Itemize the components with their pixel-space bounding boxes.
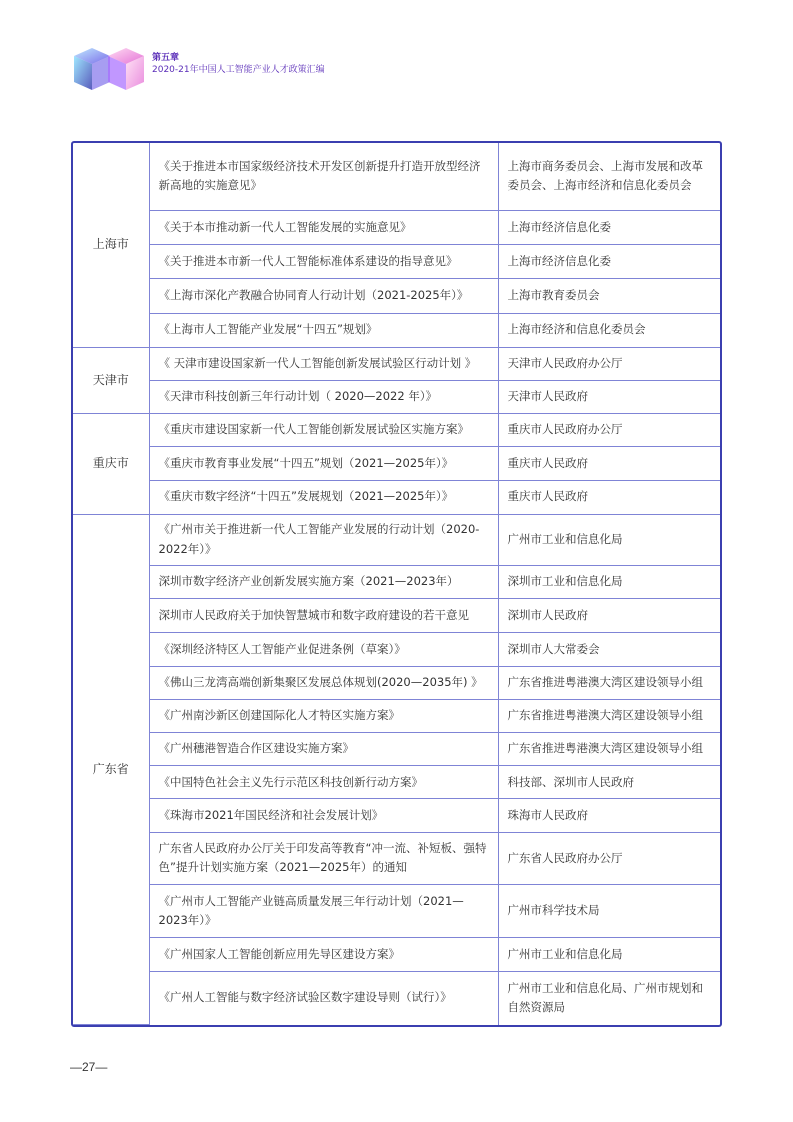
table-row bbox=[73, 699, 720, 732]
policy-table bbox=[73, 143, 720, 1025]
agency-cell: 深圳市人大常委会 bbox=[498, 633, 720, 666]
table-row bbox=[73, 938, 720, 971]
policy-cell: 《重庆市数字经济“十四五”发展规划（2021—2025年）》 bbox=[149, 480, 498, 514]
agency-cell: 珠海市人民政府 bbox=[498, 799, 720, 832]
policy-cell: 《重庆市建设国家新一代人工智能创新发展试验区实施方案》 bbox=[149, 414, 498, 447]
policy-cell: 《佛山三龙湾高端创新集聚区发展总体规划(2020—2035年) 》 bbox=[149, 666, 498, 699]
agency-cell: 科技部、深圳市人民政府 bbox=[498, 766, 720, 799]
policy-cell: 《深圳经济特区人工智能产业促进条例（草案）》 bbox=[149, 633, 498, 666]
table-row bbox=[73, 245, 720, 279]
table-row bbox=[73, 447, 720, 480]
page-number: —27— bbox=[70, 1060, 108, 1074]
agency-cell: 广东省人民政府办公厅 bbox=[498, 832, 720, 884]
agency-cell: 深圳市工业和信息化局 bbox=[498, 566, 720, 599]
agency-cell: 上海市经济信息化委 bbox=[498, 245, 720, 279]
policy-cell: 《重庆市教育事业发展“十四五”规划（2021—2025年）》 bbox=[149, 447, 498, 480]
agency-cell: 广州市工业和信息化局、广州市规划和自然资源局 bbox=[498, 971, 720, 1024]
table-row bbox=[73, 313, 720, 347]
region-cell: 广东省 bbox=[73, 514, 149, 1024]
agency-cell: 广州市工业和信息化局 bbox=[498, 514, 720, 565]
table-row bbox=[73, 766, 720, 799]
cube-logo-icon bbox=[72, 46, 148, 94]
chapter-title: 第五章 bbox=[152, 53, 180, 63]
policy-cell: 《 天津市建设国家新一代人工智能创新发展试验区行动计划 》 bbox=[149, 347, 498, 380]
policy-cell: 深圳市人民政府关于加快智慧城市和数字政府建设的若干意见 bbox=[149, 599, 498, 633]
table-row bbox=[73, 143, 720, 210]
agency-cell: 上海市经济和信息化委员会 bbox=[498, 313, 720, 347]
table-row bbox=[73, 971, 720, 1024]
book-subtitle: 2020-21年中国人工智能产业人才政策汇编 bbox=[152, 65, 325, 75]
policy-cell: 《关于推进本市新一代人工智能标准体系建设的指导意见》 bbox=[149, 245, 498, 279]
policy-cell: 《广州人工智能与数字经济试验区数字建设导则（试行）》 bbox=[149, 971, 498, 1024]
table-row bbox=[73, 210, 720, 244]
agency-cell: 广州市科学技术局 bbox=[498, 884, 720, 937]
table-row bbox=[73, 633, 720, 666]
agency-cell: 重庆市人民政府 bbox=[498, 480, 720, 514]
policy-cell: 深圳市数字经济产业创新发展实施方案（2021—2023年） bbox=[149, 566, 498, 599]
policy-cell: 《珠海市2021年国民经济和社会发展计划》 bbox=[149, 799, 498, 832]
agency-cell: 上海市教育委员会 bbox=[498, 279, 720, 313]
table-row bbox=[73, 380, 720, 413]
agency-cell: 广东省推进粤港澳大湾区建设领导小组 bbox=[498, 733, 720, 766]
policy-cell: 《广州市人工智能产业链高质量发展三年行动计划（2021—2023年）》 bbox=[149, 884, 498, 937]
table-row bbox=[73, 566, 720, 599]
table-row bbox=[73, 884, 720, 937]
agency-cell: 广州市工业和信息化局 bbox=[498, 938, 720, 971]
policy-cell: 《广州南沙新区创建国际化人才特区实施方案》 bbox=[149, 699, 498, 732]
table-row bbox=[73, 279, 720, 313]
region-cell: 上海市 bbox=[73, 143, 149, 347]
policy-cell: 《中国特色社会主义先行示范区科技创新行动方案》 bbox=[149, 766, 498, 799]
running-header bbox=[152, 52, 325, 77]
table-row bbox=[73, 414, 720, 447]
table-row bbox=[73, 799, 720, 832]
region-cell: 重庆市 bbox=[73, 414, 149, 515]
agency-cell: 上海市经济信息化委 bbox=[498, 210, 720, 244]
table-row bbox=[73, 666, 720, 699]
table-row bbox=[73, 514, 720, 565]
policy-table-frame bbox=[71, 141, 722, 1027]
chapter-logo bbox=[72, 46, 148, 94]
policy-cell: 《关于本市推动新一代人工智能发展的实施意见》 bbox=[149, 210, 498, 244]
policy-cell: 《广州市关于推进新一代人工智能产业发展的行动计划（2020-2022年）》 bbox=[149, 514, 498, 565]
table-row bbox=[73, 733, 720, 766]
agency-cell: 深圳市人民政府 bbox=[498, 599, 720, 633]
table-row bbox=[73, 599, 720, 633]
policy-cell: 《上海市深化产教融合协同育人行动计划（2021-2025年）》 bbox=[149, 279, 498, 313]
agency-cell: 上海市商务委员会、上海市发展和改革委员会、上海市经济和信息化委员会 bbox=[498, 143, 720, 210]
policy-cell: 《天津市科技创新三年行动计划（ 2020—2022 年）》 bbox=[149, 380, 498, 413]
policy-cell: 《广州穗港智造合作区建设实施方案》 bbox=[149, 733, 498, 766]
agency-cell: 天津市人民政府办公厅 bbox=[498, 347, 720, 380]
agency-cell: 重庆市人民政府办公厅 bbox=[498, 414, 720, 447]
policy-cell: 《关于推进本市国家级经济技术开发区创新提升打造开放型经济新高地的实施意见》 bbox=[149, 143, 498, 210]
agency-cell: 广东省推进粤港澳大湾区建设领导小组 bbox=[498, 666, 720, 699]
table-row bbox=[73, 347, 720, 380]
agency-cell: 重庆市人民政府 bbox=[498, 447, 720, 480]
policy-cell: 《上海市人工智能产业发展“十四五”规划》 bbox=[149, 313, 498, 347]
table-row bbox=[73, 480, 720, 514]
region-cell: 天津市 bbox=[73, 347, 149, 413]
policy-cell: 广东省人民政府办公厅关于印发高等教育“冲一流、补短板、强特色”提升计划实施方案（2021—2025年）的通知 bbox=[149, 832, 498, 884]
table-row bbox=[73, 832, 720, 884]
agency-cell: 广东省推进粤港澳大湾区建设领导小组 bbox=[498, 699, 720, 732]
policy-cell: 《广州国家人工智能创新应用先导区建设方案》 bbox=[149, 938, 498, 971]
agency-cell: 天津市人民政府 bbox=[498, 380, 720, 413]
